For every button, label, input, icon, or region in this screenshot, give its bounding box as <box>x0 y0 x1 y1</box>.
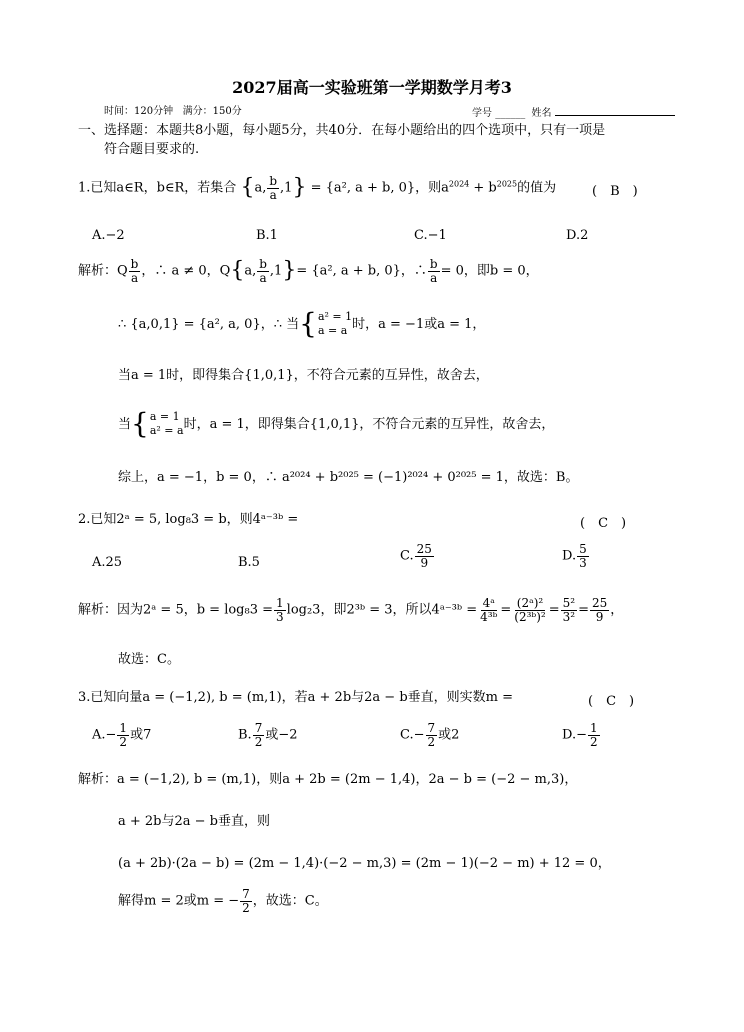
q2-f3-num: 5² <box>562 596 576 610</box>
q1-sol1-d: = 0，即b = 0， <box>440 263 539 279</box>
q1-option-c: C.−1 <box>414 228 447 243</box>
q1-sol2-a: ∴ {a,0,1} = {a², a, 0}，∴ 当 <box>118 316 300 332</box>
q2-opt-c-label: C. <box>400 548 414 564</box>
q1-sol2-b: 时，a = −1或a = 1， <box>352 316 486 332</box>
q2-f4-den: 9 <box>595 609 604 624</box>
q2-solution-2: 故选：C。 <box>118 652 180 667</box>
q3-answer: ( C ) <box>588 694 635 709</box>
q1-sol4-sys2: a² = a <box>149 424 184 438</box>
q1-sol2-sys1: a² = 1 <box>317 310 353 323</box>
q2-sol1-b: log₂3，即2³ᵇ = 3，所以4ᵃ⁻³ᵇ = <box>286 602 478 618</box>
q2-sol1-frac-num: 1 <box>276 596 284 610</box>
q3-sol4-num: 7 <box>242 887 250 901</box>
q3-opt-b-frac <box>253 722 265 748</box>
q1-sol1-frac2-den: a <box>259 270 267 285</box>
q1-stem-c: 的值为 <box>517 180 557 196</box>
q1-sol4-b: 时，a = 1，即得集合{1,0,1}，不符合元素的互异性，故舍去， <box>183 416 555 432</box>
q2-solution-1 <box>78 597 623 623</box>
q1-sol1-frac1 <box>129 258 141 284</box>
q1-solution-2 <box>118 307 486 341</box>
q1-set-right: = {a², a + b, 0} <box>310 180 416 196</box>
brace-close: } <box>282 258 297 283</box>
q2-f1 <box>478 597 499 623</box>
time-label: 时间： <box>104 106 134 117</box>
q2-option-c <box>400 543 435 569</box>
q1-sol2-system <box>299 307 353 341</box>
q1-sol1-a: 解析：Q <box>78 263 128 279</box>
system-brace: { <box>299 307 317 341</box>
q1-option-b: B.1 <box>256 228 278 243</box>
q1-frac-den: a <box>269 187 277 202</box>
score-label: 满分： <box>182 106 213 117</box>
q1-answer: ( B ) <box>592 184 638 199</box>
q3-opt-a-den: 2 <box>119 734 128 749</box>
name-label: 姓名 <box>531 108 552 119</box>
q1-option-d: D.2 <box>566 228 589 243</box>
q3-sol4-den: 2 <box>242 900 250 915</box>
q2-opt-c-frac <box>415 543 434 569</box>
q1-sol1-set-b: ,1 <box>269 263 283 279</box>
q3-opt-d-den: 2 <box>589 734 598 749</box>
q2-f2-num: (2ᵃ)² <box>516 596 544 610</box>
q2-opt-d-num: 5 <box>579 542 587 556</box>
q1-sol1-frac1-den: a <box>130 270 139 285</box>
q2-option-a: A.25 <box>92 555 123 570</box>
q3-sol4-b: ，故选：C。 <box>252 893 328 909</box>
q1-stem <box>78 175 556 201</box>
q2-eq3: = <box>578 602 589 618</box>
q1-stem-text: 1.已知a∈R，b∈R，若集合 <box>78 180 237 196</box>
q3-option-d <box>562 722 601 748</box>
q2-opt-c-num: 25 <box>416 542 432 556</box>
q1-exp1: 2024 <box>448 179 470 189</box>
q2-opt-c-den: 9 <box>420 555 429 570</box>
q3-opt-b-tail: 或−2 <box>265 727 298 743</box>
q1-sol4-a: 当 <box>118 416 132 432</box>
q2-opt-d-label: D. <box>562 548 577 564</box>
q3-opt-c-den: 2 <box>427 734 436 749</box>
section-heading-line1: 一、选择题：本题共8小题，每小题5分，共40分．在每小题给出的四个选项中，只有一项是 <box>78 123 606 138</box>
q1-option-a: A.−2 <box>92 228 125 243</box>
q3-sol4-a: 解得m = 2或m = − <box>118 893 240 909</box>
q2-f4 <box>590 597 609 623</box>
q3-opt-a-frac <box>117 722 129 748</box>
q2-eq1: = <box>500 602 512 618</box>
q1-sol4-system <box>131 407 184 441</box>
brace-open: { <box>230 258 245 283</box>
q2-opt-d-frac <box>577 543 589 569</box>
q2-opt-d-den: 3 <box>579 555 587 570</box>
q3-solution-1: 解析：a = (−1,2), b = (m,1)，则a + 2b = (2m − 1,4)，2a − b = (−2 − m,3)， <box>78 772 578 787</box>
q3-opt-b-label: B. <box>238 727 252 743</box>
q1-sol1-frac3 <box>428 258 440 284</box>
q1-sol1-b: ，∴ a ≠ 0，Q <box>141 263 231 279</box>
page-title: 2027届高一实验班第一学期数学月考3 <box>232 78 512 97</box>
q2-tail: ， <box>610 602 624 618</box>
q2-f1-num: 4ᵃ <box>482 596 495 610</box>
q3-opt-d-label: D.− <box>562 727 587 743</box>
q1-solution-3: 当a = 1时，即得集合{1,0,1}，不符合元素的互异性，故舍去， <box>118 368 489 383</box>
q1-set-b: ,1 <box>280 180 293 196</box>
student-no-label: 学号 <box>472 108 492 119</box>
score-value: 150分 <box>212 106 242 117</box>
q1-sol1-set-a: a, <box>244 263 257 279</box>
q3-sol4-frac <box>240 888 252 914</box>
exam-info <box>104 106 674 118</box>
q3-solution-4 <box>118 888 328 914</box>
q3-opt-c-frac <box>426 722 438 748</box>
name-blank <box>555 106 675 116</box>
q2-f2 <box>512 597 547 623</box>
student-no-blank: ______ <box>495 108 526 119</box>
q3-opt-c-tail: 或2 <box>438 727 460 743</box>
q1-solution-4 <box>118 407 555 441</box>
q1-set-a: a, <box>254 180 267 196</box>
q3-opt-c-label: C.− <box>400 727 425 743</box>
q1-sol1-frac2 <box>257 258 269 284</box>
q3-opt-c-num: 7 <box>427 721 436 735</box>
q3-opt-a-num: 1 <box>119 721 128 735</box>
q2-f1-den: 4³ᵇ <box>480 609 498 624</box>
q1-sol1-c: = {a², a + b, 0}，∴ <box>296 263 427 279</box>
q1-sol1-frac2-num: b <box>259 257 267 272</box>
q2-f3-den: 3² <box>562 609 576 624</box>
q3-solution-2: a + 2b与2a − b垂直，则 <box>118 814 271 829</box>
q1-sol1-frac3-num: b <box>429 257 438 272</box>
q3-solution-3: (a + 2b)·(2a − b) = (2m − 1,4)·(−2 − m,3) = (2m − 1)(−2 − m) + 12 = 0， <box>118 856 611 871</box>
q3-opt-b-den: 2 <box>254 734 263 749</box>
q3-option-c <box>400 722 459 748</box>
section-heading-line2: 符合题目要求的. <box>104 142 200 157</box>
q1-frac <box>267 175 279 201</box>
q1-stem-b: ，则a <box>415 180 449 196</box>
q2-f4-num: 25 <box>591 596 608 610</box>
q3-opt-d-frac <box>588 722 600 748</box>
q2-sol1-frac-den: 3 <box>276 609 284 624</box>
q2-answer: ( C ) <box>580 516 627 531</box>
q3-option-a <box>92 722 151 748</box>
q2-sol1-a: 解析：因为2ᵃ = 5，b = log₈3 = <box>78 602 274 618</box>
q2-f2-den: (2³ᵇ)² <box>514 609 546 624</box>
q1-plus: + b <box>469 180 497 196</box>
q1-frac-num: b <box>269 174 278 189</box>
q3-opt-a-tail: 或7 <box>130 727 152 743</box>
q2-eq2: = <box>548 602 560 618</box>
q2-sol1-frac <box>274 597 286 623</box>
brace-open: { <box>240 175 255 200</box>
q1-sol4-sys1: a = 1 <box>149 410 180 423</box>
q3-option-b <box>238 722 298 748</box>
q1-solution-5: 综上，a = −1，b = 0，∴ a²⁰²⁴ + b²⁰²⁵ = (−1)²⁰²⁴ + 0²⁰²⁵ = 1，故选：B。 <box>118 470 579 485</box>
q3-opt-a-label: A.− <box>92 727 117 743</box>
q3-stem: 3.已知向量a = (−1,2), b = (m,1)，若a + 2b与2a − b垂直，则实数m = <box>78 690 513 705</box>
q2-option-d <box>562 543 590 569</box>
q1-sol1-frac3-den: a <box>430 270 438 285</box>
q2-stem: 2.已知2ᵃ = 5, log₈3 = b，则4ᵃ⁻³ᵇ = <box>78 512 299 527</box>
q2-f3 <box>561 597 577 623</box>
system-brace: { <box>131 407 149 441</box>
q1-sol1-frac1-num: b <box>130 257 139 272</box>
q2-option-b: B.5 <box>238 555 260 570</box>
brace-close: } <box>292 175 307 200</box>
q1-solution-1 <box>78 258 539 284</box>
q1-sol2-sys2: a = a <box>317 324 348 338</box>
q1-exp2: 2025 <box>496 179 518 189</box>
q3-opt-d-num: 1 <box>589 721 598 735</box>
time-value: 120分钟 <box>134 106 174 117</box>
q3-opt-b-num: 7 <box>254 721 263 735</box>
